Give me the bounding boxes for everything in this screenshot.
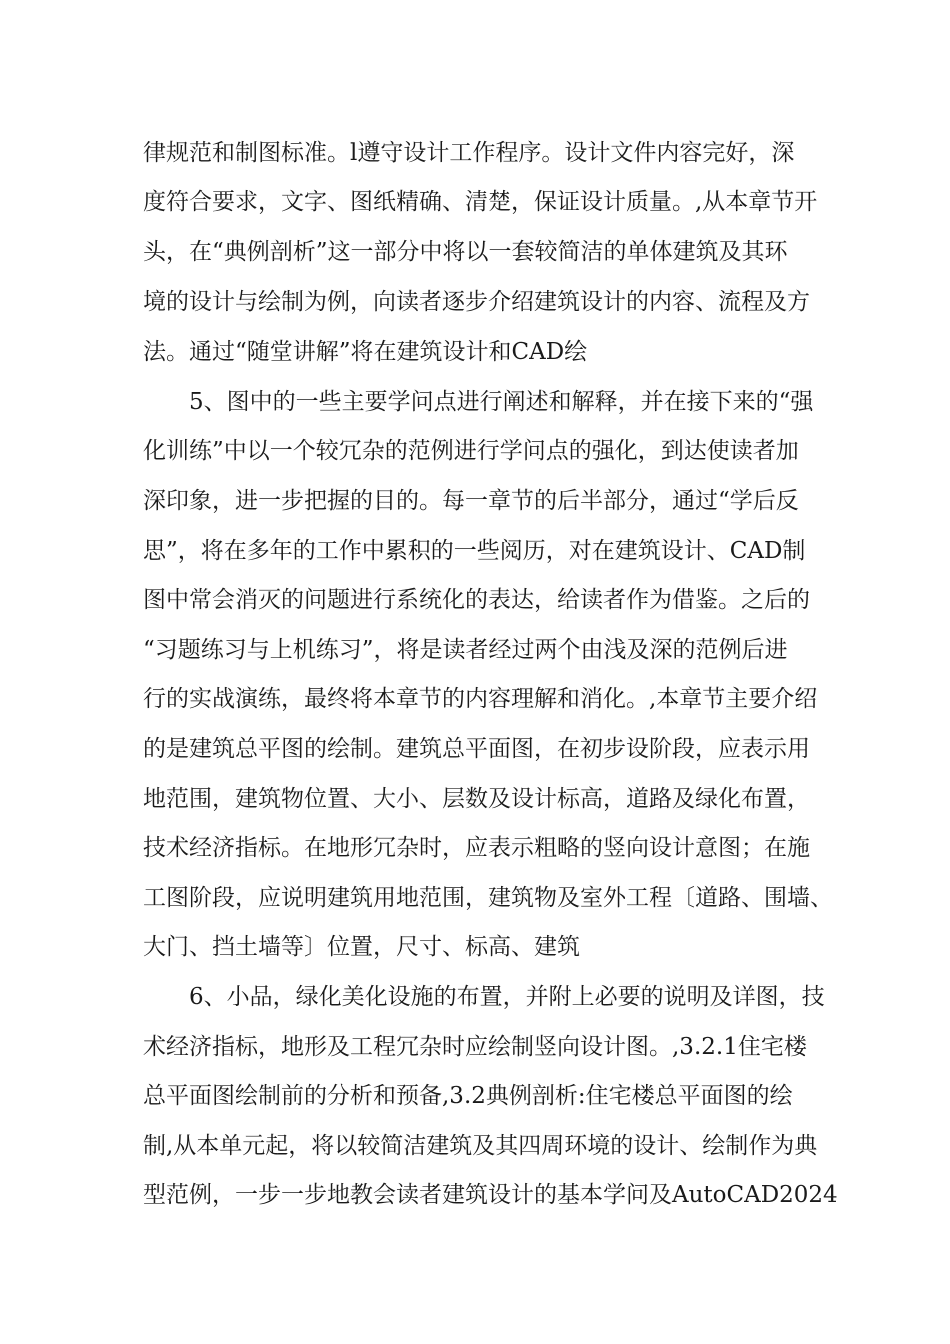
text-line: 技术经济指标。在地形冗杂时，应表示粗略的竖向设计意图；在施 [143, 835, 810, 861]
text-line: 6、小品，绿化美化设施的布置，并附上必要的说明及详图，技 [189, 984, 825, 1010]
text-line: 度符合要求，文字、图纸精确、清楚，保证设计质量。,从本章节开 [143, 189, 818, 215]
text-line: 大门、挡土墙等〕位置，尺寸、标高、建筑 [143, 934, 580, 960]
text-line: 工图阶段，应说明建筑用地范围，建筑物及室外工程〔道路、围墙、 [143, 885, 833, 911]
text-line: 法。通过“随堂讲解”将在建筑设计和CAD绘 [143, 339, 588, 365]
text-line: 制,从本单元起，将以较简洁建筑及其四周环境的设计、绘制作为典 [143, 1133, 818, 1159]
text-line: 境的设计与绘制为例，向读者逐步介绍建筑设计的内容、流程及方 [143, 289, 810, 315]
text-line: 化训练”中以一个较冗杂的范例进行学问点的强化，到达使读者加 [143, 438, 799, 464]
text-line: 型范例，一步一步地教会读者建筑设计的基本学问及AutoCAD2024 [143, 1182, 838, 1208]
text-line: 行的实战演练，最终将本章节的内容理解和消化。,本章节主要介绍 [143, 686, 818, 712]
text-line: 的是建筑总平图的绘制。建筑总平面图，在初步设阶段，应表示用 [143, 736, 810, 762]
text-line: 律规范和制图标准。l遵守设计工作程序。设计文件内容完好，深 [143, 140, 795, 166]
text-line: “习题练习与上机练习”，将是读者经过两个由浅及深的范例后进 [143, 637, 788, 663]
text-line: 头，在“典例剖析”这一部分中将以一套较简洁的单体建筑及其环 [143, 239, 788, 265]
text-line: 总平面图绘制前的分析和预备,3.2典例剖析:住宅楼总平面图的绘 [143, 1083, 793, 1109]
text-line: 思”，将在多年的工作中累积的一些阅历，对在建筑设计、CAD制 [143, 538, 806, 564]
text-line: 地范围，建筑物位置、大小、层数及设计标高，道路及绿化布置， [143, 786, 810, 812]
text-line: 5、图中的一些主要学问点进行阐述和解释，并在接下来的“强 [189, 389, 814, 415]
text-line: 术经济指标，地形及工程冗杂时应绘制竖向设计图。,3.2.1住宅楼 [143, 1034, 807, 1060]
text-line: 深印象，进一步把握的目的。每一章节的后半部分，通过“学后反 [143, 488, 799, 514]
text-line: 图中常会消灭的问题进行系统化的表达，给读者作为借鉴。之后的 [143, 587, 810, 613]
